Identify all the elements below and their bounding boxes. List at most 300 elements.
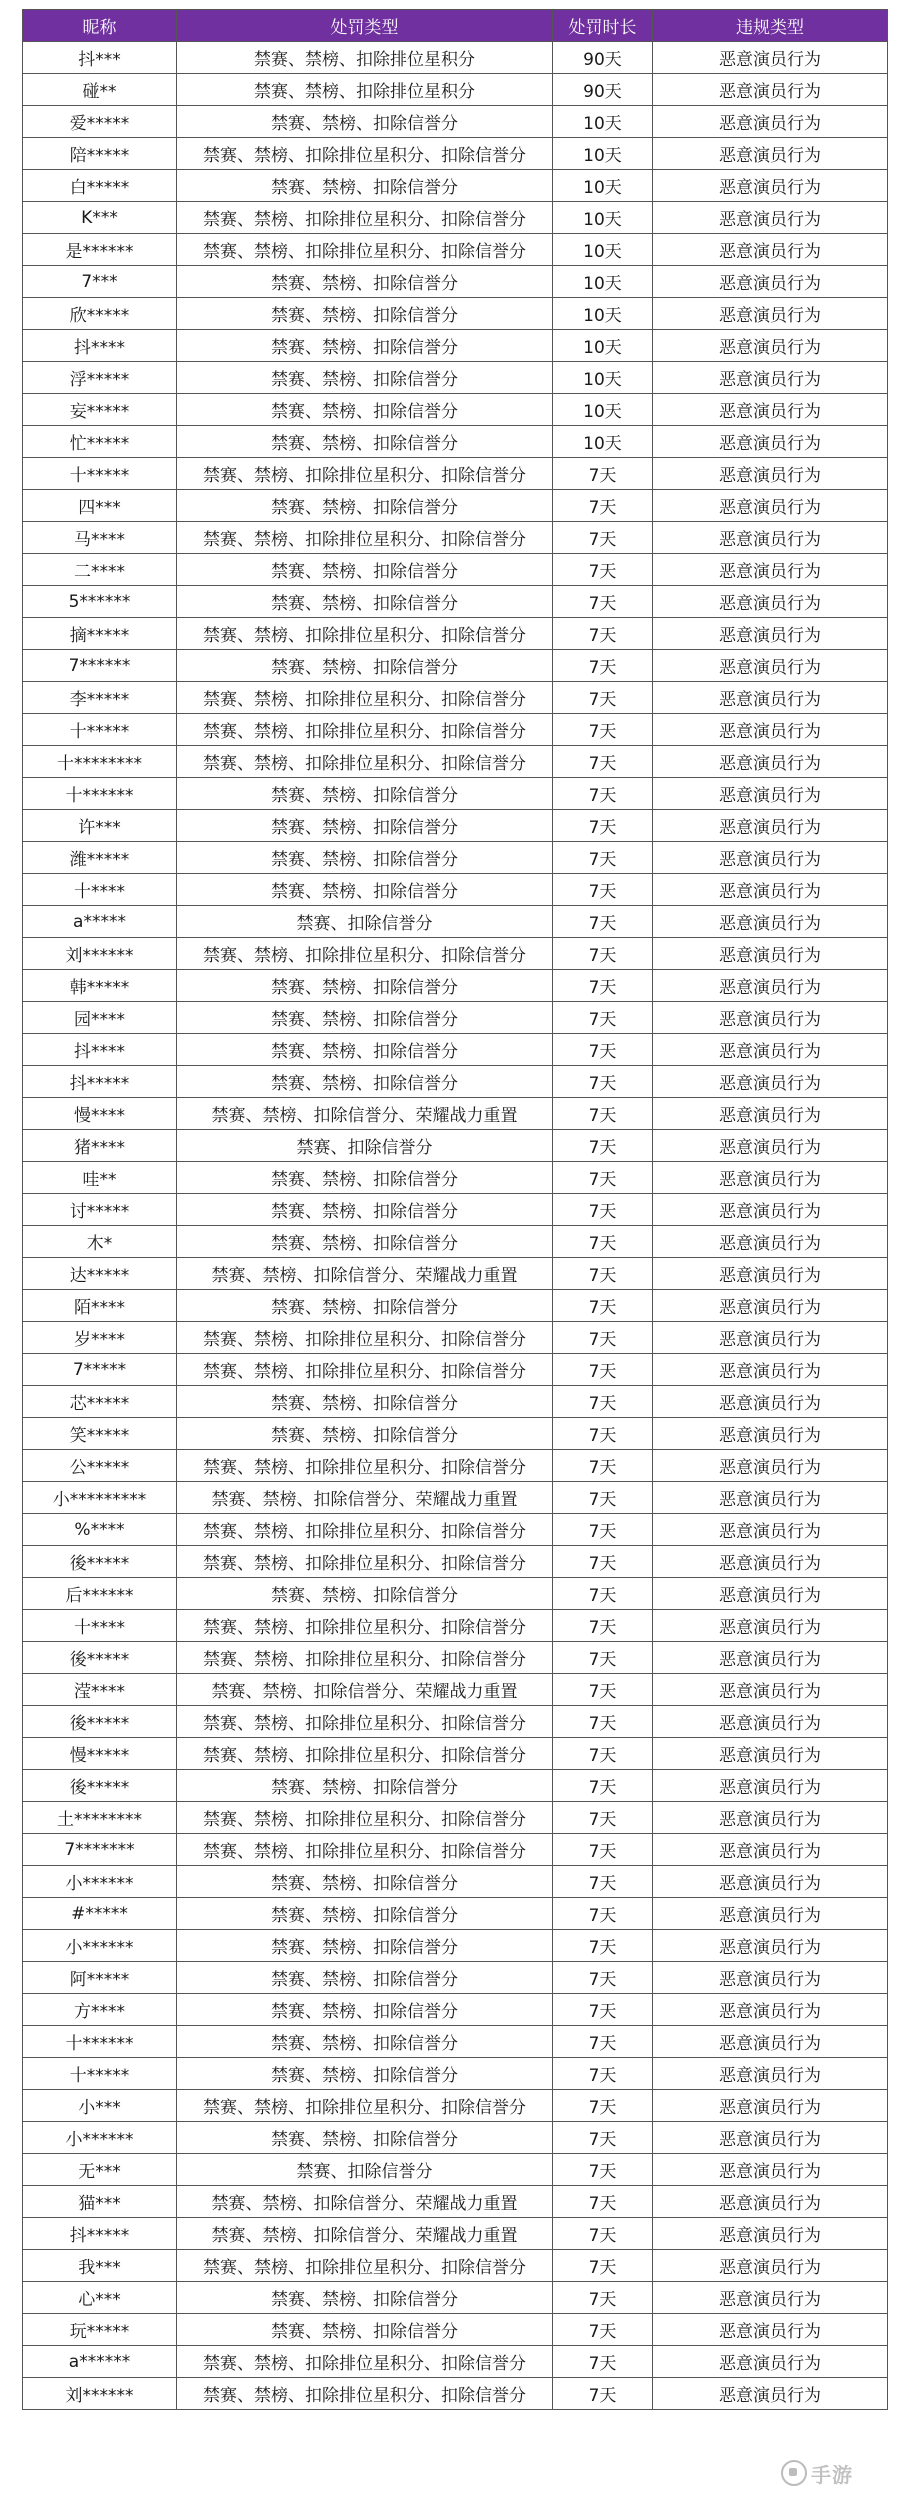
cell-penalty-type: 禁赛、禁榜、扣除信誉分 [177,170,553,202]
cell-violation-type: 恶意演员行为 [653,2058,888,2090]
cell-nickname: 木* [23,1226,177,1258]
table-row [23,330,888,362]
cell-penalty-duration: 7天 [553,2026,653,2058]
header-penalty-type: 处罚类型 [177,10,553,42]
cell-nickname: 白***** [23,170,177,202]
cell-nickname: 忙***** [23,426,177,458]
cell-violation-type: 恶意演员行为 [653,458,888,490]
cell-violation-type: 恶意演员行为 [653,1034,888,1066]
cell-nickname: 二**** [23,554,177,586]
cell-penalty-duration: 10天 [553,106,653,138]
cell-violation-type: 恶意演员行为 [653,586,888,618]
cell-violation-type: 恶意演员行为 [653,1994,888,2026]
cell-penalty-duration: 90天 [553,42,653,74]
cell-nickname: 芯***** [23,1386,177,1418]
table-row [23,2026,888,2058]
cell-nickname: a****** [23,2346,177,2378]
table-row [23,1930,888,1962]
cell-penalty-type: 禁赛、禁榜、扣除信誉分 [177,554,553,586]
cell-nickname: 园**** [23,1002,177,1034]
cell-violation-type: 恶意演员行为 [653,1482,888,1514]
cell-penalty-duration: 7天 [553,2314,653,2346]
cell-penalty-duration: 7天 [553,1098,653,1130]
cell-penalty-duration: 7天 [553,1034,653,1066]
cell-penalty-type: 禁赛、禁榜、扣除信誉分 [177,2314,553,2346]
cell-penalty-duration: 7天 [553,2346,653,2378]
table-row [23,138,888,170]
cell-penalty-type: 禁赛、禁榜、扣除排位星积分 [177,74,553,106]
cell-nickname: 碰** [23,74,177,106]
cell-penalty-duration: 7天 [553,1962,653,1994]
table-row [23,970,888,1002]
cell-violation-type: 恶意演员行为 [653,874,888,906]
cell-penalty-duration: 7天 [553,2058,653,2090]
table-body [23,42,888,2410]
cell-violation-type: 恶意演员行为 [653,1130,888,1162]
cell-nickname: 韩***** [23,970,177,1002]
cell-violation-type: 恶意演员行为 [653,1258,888,1290]
cell-penalty-type: 禁赛、禁榜、扣除排位星积分、扣除信誉分 [177,1354,553,1386]
table-row [23,906,888,938]
cell-penalty-type: 禁赛、禁榜、扣除信誉分、荣耀战力重置 [177,1098,553,1130]
cell-penalty-type: 禁赛、禁榜、扣除排位星积分、扣除信誉分 [177,1706,553,1738]
cell-violation-type: 恶意演员行为 [653,1610,888,1642]
cell-violation-type: 恶意演员行为 [653,1322,888,1354]
cell-penalty-duration: 7天 [553,1610,653,1642]
cell-penalty-type: 禁赛、禁榜、扣除排位星积分、扣除信誉分 [177,714,553,746]
table-row [23,1674,888,1706]
cell-violation-type: 恶意演员行为 [653,2314,888,2346]
cell-violation-type: 恶意演员行为 [653,234,888,266]
table-row [23,170,888,202]
cell-nickname: 十**** [23,1610,177,1642]
cell-violation-type: 恶意演员行为 [653,170,888,202]
penalty-table-container [22,9,887,2410]
cell-nickname: 摘***** [23,618,177,650]
cell-penalty-duration: 10天 [553,138,653,170]
cell-violation-type: 恶意演员行为 [653,1226,888,1258]
cell-penalty-type: 禁赛、禁榜、扣除信誉分 [177,330,553,362]
cell-penalty-duration: 10天 [553,330,653,362]
cell-violation-type: 恶意演员行为 [653,266,888,298]
cell-penalty-duration: 7天 [553,1770,653,1802]
cell-nickname: #***** [23,1898,177,1930]
table-row [23,1418,888,1450]
cell-penalty-duration: 10天 [553,170,653,202]
cell-violation-type: 恶意演员行为 [653,1962,888,1994]
table-row [23,1738,888,1770]
cell-violation-type: 恶意演员行为 [653,778,888,810]
cell-nickname: 慢***** [23,1738,177,1770]
cell-violation-type: 恶意演员行为 [653,1354,888,1386]
cell-violation-type: 恶意演员行为 [653,554,888,586]
cell-nickname: 十****** [23,2026,177,2058]
cell-penalty-type: 禁赛、禁榜、扣除排位星积分、扣除信誉分 [177,618,553,650]
cell-nickname: 刘****** [23,938,177,970]
table-row [23,106,888,138]
cell-violation-type: 恶意演员行为 [653,2250,888,2282]
header-nickname: 昵称 [23,10,177,42]
cell-nickname: 达***** [23,1258,177,1290]
cell-violation-type: 恶意演员行为 [653,1706,888,1738]
cell-penalty-duration: 10天 [553,298,653,330]
table-row [23,746,888,778]
cell-violation-type: 恶意演员行为 [653,138,888,170]
cell-violation-type: 恶意演员行为 [653,1098,888,1130]
cell-nickname: 小*** [23,2090,177,2122]
cell-penalty-type: 禁赛、禁榜、扣除信誉分、荣耀战力重置 [177,2218,553,2250]
cell-penalty-type: 禁赛、禁榜、扣除信誉分 [177,810,553,842]
cell-nickname: 後***** [23,1770,177,1802]
cell-penalty-type: 禁赛、禁榜、扣除排位星积分、扣除信誉分 [177,2346,553,2378]
table-row [23,2314,888,2346]
cell-violation-type: 恶意演员行为 [653,1866,888,1898]
cell-penalty-duration: 7天 [553,2378,653,2410]
cell-violation-type: 恶意演员行为 [653,1546,888,1578]
cell-violation-type: 恶意演员行为 [653,1930,888,1962]
table-row [23,2122,888,2154]
table-row [23,1450,888,1482]
cell-violation-type: 恶意演员行为 [653,970,888,1002]
table-row [23,778,888,810]
table-row [23,1898,888,1930]
cell-penalty-duration: 7天 [553,2218,653,2250]
cell-penalty-type: 禁赛、禁榜、扣除信誉分、荣耀战力重置 [177,2186,553,2218]
cell-nickname: 岁**** [23,1322,177,1354]
cell-penalty-type: 禁赛、禁榜、扣除信誉分 [177,1578,553,1610]
table-row [23,1546,888,1578]
table-row [23,1098,888,1130]
cell-violation-type: 恶意演员行为 [653,1386,888,1418]
cell-nickname: 我*** [23,2250,177,2282]
table-row [23,874,888,906]
cell-penalty-type: 禁赛、禁榜、扣除信誉分 [177,2026,553,2058]
cell-penalty-type: 禁赛、禁榜、扣除信誉分 [177,1994,553,2026]
cell-nickname: 小********* [23,1482,177,1514]
cell-penalty-type: 禁赛、禁榜、扣除排位星积分、扣除信誉分 [177,1514,553,1546]
cell-penalty-type: 禁赛、禁榜、扣除信誉分 [177,1066,553,1098]
cell-violation-type: 恶意演员行为 [653,42,888,74]
cell-penalty-type: 禁赛、禁榜、扣除排位星积分、扣除信誉分 [177,2090,553,2122]
cell-penalty-duration: 10天 [553,426,653,458]
table-row [23,1130,888,1162]
cell-violation-type: 恶意演员行为 [653,2090,888,2122]
cell-penalty-duration: 7天 [553,490,653,522]
cell-penalty-type: 禁赛、禁榜、扣除信誉分 [177,1226,553,1258]
table-row [23,2250,888,2282]
table-row [23,1322,888,1354]
cell-penalty-type: 禁赛、禁榜、扣除排位星积分、扣除信誉分 [177,1738,553,1770]
cell-nickname: 7****** [23,650,177,682]
cell-penalty-type: 禁赛、禁榜、扣除信誉分 [177,266,553,298]
cell-nickname: 爱***** [23,106,177,138]
table-row [23,1706,888,1738]
cell-nickname: 抖***** [23,1066,177,1098]
cell-nickname: 刘****** [23,2378,177,2410]
cell-penalty-type: 禁赛、禁榜、扣除信誉分 [177,106,553,138]
cell-violation-type: 恶意演员行为 [653,2122,888,2154]
cell-penalty-type: 禁赛、禁榜、扣除信誉分 [177,2122,553,2154]
cell-penalty-type: 禁赛、禁榜、扣除信誉分 [177,1418,553,1450]
cell-penalty-duration: 7天 [553,1802,653,1834]
cell-penalty-type: 禁赛、扣除信誉分 [177,906,553,938]
cell-nickname: 抖***** [23,2218,177,2250]
watermark-logo-icon [781,2460,807,2486]
table-row [23,1386,888,1418]
cell-penalty-type: 禁赛、禁榜、扣除排位星积分、扣除信誉分 [177,1450,553,1482]
table-row [23,1034,888,1066]
penalty-table [22,9,888,2410]
cell-penalty-duration: 7天 [553,970,653,1002]
table-row [23,1226,888,1258]
cell-violation-type: 恶意演员行为 [653,1642,888,1674]
table-row [23,2218,888,2250]
table-row [23,842,888,874]
cell-nickname: 公***** [23,1450,177,1482]
cell-nickname: 哇** [23,1162,177,1194]
cell-penalty-duration: 7天 [553,2282,653,2314]
cell-penalty-duration: 7天 [553,1706,653,1738]
table-row [23,1610,888,1642]
cell-violation-type: 恶意演员行为 [653,746,888,778]
cell-penalty-type: 禁赛、禁榜、扣除信誉分 [177,1962,553,1994]
cell-violation-type: 恶意演员行为 [653,1418,888,1450]
table-row [23,554,888,586]
cell-nickname: 后****** [23,1578,177,1610]
cell-penalty-type: 禁赛、扣除信誉分 [177,1130,553,1162]
cell-penalty-duration: 7天 [553,906,653,938]
cell-violation-type: 恶意演员行为 [653,74,888,106]
table-row [23,2282,888,2314]
cell-violation-type: 恶意演员行为 [653,2026,888,2058]
table-row [23,1066,888,1098]
table-row [23,234,888,266]
table-row [23,2090,888,2122]
cell-penalty-type: 禁赛、禁榜、扣除排位星积分、扣除信誉分 [177,938,553,970]
cell-nickname: 5****** [23,586,177,618]
cell-penalty-type: 禁赛、禁榜、扣除信誉分 [177,874,553,906]
table-row [23,586,888,618]
watermark-text: 手游 [811,2462,853,2487]
cell-penalty-duration: 10天 [553,266,653,298]
cell-penalty-type: 禁赛、禁榜、扣除信誉分 [177,1002,553,1034]
cell-violation-type: 恶意演员行为 [653,1450,888,1482]
table-row [23,490,888,522]
cell-violation-type: 恶意演员行为 [653,2378,888,2410]
table-row [23,1162,888,1194]
cell-penalty-duration: 7天 [553,1866,653,1898]
cell-penalty-duration: 7天 [553,1738,653,1770]
cell-penalty-duration: 7天 [553,554,653,586]
table-row [23,1866,888,1898]
cell-violation-type: 恶意演员行为 [653,714,888,746]
cell-penalty-duration: 7天 [553,1482,653,1514]
cell-nickname: K*** [23,202,177,234]
cell-nickname: 土******** [23,1802,177,1834]
cell-violation-type: 恶意演员行为 [653,2154,888,2186]
table-row [23,810,888,842]
cell-nickname: 滢**** [23,1674,177,1706]
cell-violation-type: 恶意演员行为 [653,1834,888,1866]
cell-nickname: 7***** [23,1354,177,1386]
cell-penalty-duration: 7天 [553,1066,653,1098]
cell-penalty-duration: 7天 [553,1642,653,1674]
cell-penalty-duration: 7天 [553,1322,653,1354]
cell-penalty-duration: 7天 [553,1514,653,1546]
cell-penalty-duration: 7天 [553,1386,653,1418]
cell-penalty-duration: 7天 [553,714,653,746]
table-row [23,2346,888,2378]
cell-penalty-duration: 10天 [553,394,653,426]
cell-nickname: 抖**** [23,1034,177,1066]
cell-penalty-type: 禁赛、禁榜、扣除排位星积分、扣除信誉分 [177,2250,553,2282]
cell-violation-type: 恶意演员行为 [653,298,888,330]
cell-violation-type: 恶意演员行为 [653,906,888,938]
cell-nickname: 後***** [23,1706,177,1738]
cell-penalty-type: 禁赛、禁榜、扣除排位星积分、扣除信誉分 [177,522,553,554]
cell-nickname: 十******** [23,746,177,778]
cell-penalty-duration: 90天 [553,74,653,106]
cell-penalty-duration: 7天 [553,1898,653,1930]
cell-violation-type: 恶意演员行为 [653,362,888,394]
cell-penalty-duration: 7天 [553,522,653,554]
cell-penalty-duration: 7天 [553,1290,653,1322]
cell-penalty-type: 禁赛、禁榜、扣除排位星积分、扣除信誉分 [177,1610,553,1642]
cell-nickname: 四*** [23,490,177,522]
table-row [23,650,888,682]
cell-penalty-duration: 7天 [553,618,653,650]
cell-penalty-duration: 7天 [553,2186,653,2218]
table-row [23,74,888,106]
cell-penalty-type: 禁赛、禁榜、扣除信誉分 [177,298,553,330]
cell-penalty-type: 禁赛、禁榜、扣除排位星积分、扣除信誉分 [177,138,553,170]
cell-penalty-duration: 7天 [553,650,653,682]
cell-violation-type: 恶意演员行为 [653,1738,888,1770]
table-row [23,1002,888,1034]
cell-penalty-type: 禁赛、扣除信誉分 [177,2154,553,2186]
cell-violation-type: 恶意演员行为 [653,1066,888,1098]
cell-violation-type: 恶意演员行为 [653,618,888,650]
cell-nickname: 是****** [23,234,177,266]
cell-penalty-duration: 7天 [553,1258,653,1290]
cell-penalty-type: 禁赛、禁榜、扣除排位星积分、扣除信誉分 [177,2378,553,2410]
cell-penalty-duration: 10天 [553,362,653,394]
cell-nickname: 後***** [23,1546,177,1578]
cell-penalty-duration: 7天 [553,586,653,618]
cell-penalty-type: 禁赛、禁榜、扣除信誉分 [177,1194,553,1226]
cell-penalty-type: 禁赛、禁榜、扣除信誉分 [177,650,553,682]
cell-penalty-duration: 7天 [553,874,653,906]
cell-nickname: 十***** [23,714,177,746]
cell-violation-type: 恶意演员行为 [653,426,888,458]
cell-nickname: 小****** [23,2122,177,2154]
cell-penalty-type: 禁赛、禁榜、扣除排位星积分、扣除信誉分 [177,682,553,714]
cell-nickname: 阿***** [23,1962,177,1994]
cell-penalty-type: 禁赛、禁榜、扣除排位星积分、扣除信誉分 [177,234,553,266]
cell-violation-type: 恶意演员行为 [653,682,888,714]
cell-violation-type: 恶意演员行为 [653,842,888,874]
cell-penalty-duration: 7天 [553,1226,653,1258]
cell-nickname: 小****** [23,1866,177,1898]
table-row [23,1482,888,1514]
table-row [23,266,888,298]
cell-penalty-type: 禁赛、禁榜、扣除信誉分 [177,394,553,426]
table-row [23,1194,888,1226]
cell-nickname: 十***** [23,458,177,490]
cell-penalty-type: 禁赛、禁榜、扣除信誉分、荣耀战力重置 [177,1674,553,1706]
cell-penalty-type: 禁赛、禁榜、扣除信誉分 [177,842,553,874]
cell-penalty-type: 禁赛、禁榜、扣除信誉分 [177,2058,553,2090]
cell-penalty-type: 禁赛、禁榜、扣除信誉分、荣耀战力重置 [177,1482,553,1514]
cell-violation-type: 恶意演员行为 [653,106,888,138]
cell-nickname: 十****** [23,778,177,810]
cell-penalty-type: 禁赛、禁榜、扣除信誉分 [177,2282,553,2314]
cell-penalty-duration: 7天 [553,1354,653,1386]
table-row [23,1770,888,1802]
cell-penalty-type: 禁赛、禁榜、扣除信誉分 [177,362,553,394]
cell-nickname: 陪***** [23,138,177,170]
cell-penalty-duration: 7天 [553,842,653,874]
cell-penalty-duration: 7天 [553,1418,653,1450]
cell-penalty-duration: 7天 [553,778,653,810]
cell-penalty-type: 禁赛、禁榜、扣除信誉分 [177,586,553,618]
cell-penalty-duration: 7天 [553,458,653,490]
cell-penalty-duration: 7天 [553,1194,653,1226]
cell-penalty-type: 禁赛、禁榜、扣除排位星积分、扣除信誉分 [177,1834,553,1866]
cell-nickname: 猪**** [23,1130,177,1162]
table-row [23,202,888,234]
cell-penalty-duration: 7天 [553,938,653,970]
cell-violation-type: 恶意演员行为 [653,490,888,522]
cell-violation-type: 恶意演员行为 [653,938,888,970]
cell-violation-type: 恶意演员行为 [653,1290,888,1322]
cell-penalty-duration: 7天 [553,1162,653,1194]
table-row [23,2378,888,2410]
cell-nickname: a***** [23,906,177,938]
table-row [23,426,888,458]
cell-nickname: 欣***** [23,298,177,330]
cell-violation-type: 恶意演员行为 [653,1898,888,1930]
cell-penalty-duration: 7天 [553,1930,653,1962]
cell-violation-type: 恶意演员行为 [653,522,888,554]
cell-nickname: 马**** [23,522,177,554]
cell-violation-type: 恶意演员行为 [653,394,888,426]
cell-penalty-type: 禁赛、禁榜、扣除信誉分、荣耀战力重置 [177,1258,553,1290]
table-row [23,1642,888,1674]
table-row [23,1802,888,1834]
cell-penalty-duration: 7天 [553,1674,653,1706]
cell-penalty-duration: 7天 [553,746,653,778]
cell-nickname: 陌**** [23,1290,177,1322]
cell-violation-type: 恶意演员行为 [653,810,888,842]
cell-nickname: 抖**** [23,330,177,362]
cell-penalty-duration: 7天 [553,1546,653,1578]
cell-nickname: 心*** [23,2282,177,2314]
cell-violation-type: 恶意演员行为 [653,1162,888,1194]
cell-penalty-type: 禁赛、禁榜、扣除信誉分 [177,1034,553,1066]
cell-violation-type: 恶意演员行为 [653,1002,888,1034]
table-row [23,682,888,714]
cell-violation-type: 恶意演员行为 [653,2218,888,2250]
cell-penalty-type: 禁赛、禁榜、扣除信誉分 [177,1898,553,1930]
cell-penalty-duration: 7天 [553,1578,653,1610]
table-row [23,1834,888,1866]
cell-penalty-type: 禁赛、禁榜、扣除信誉分 [177,1866,553,1898]
cell-penalty-duration: 7天 [553,1834,653,1866]
cell-violation-type: 恶意演员行为 [653,1674,888,1706]
cell-violation-type: 恶意演员行为 [653,202,888,234]
cell-violation-type: 恶意演员行为 [653,330,888,362]
